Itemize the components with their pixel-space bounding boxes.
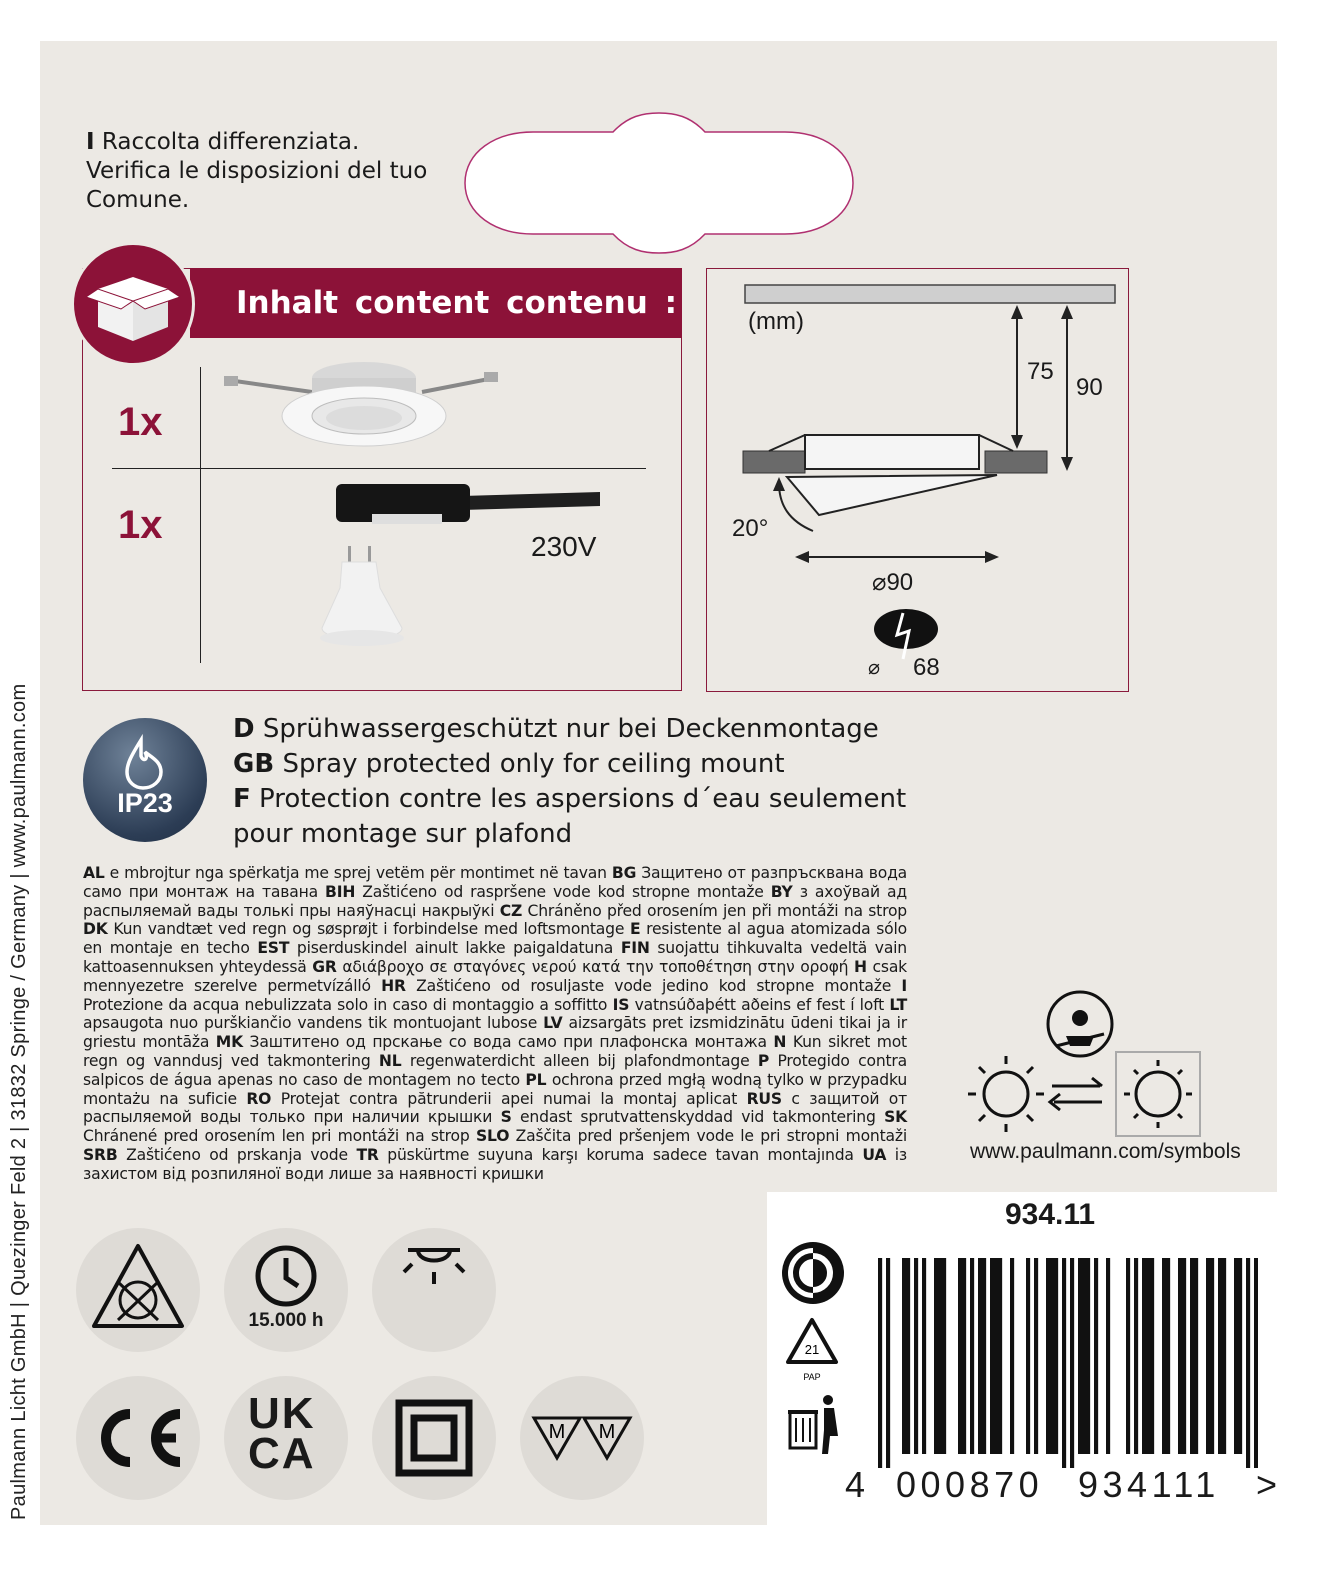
- barcode-bar: [1254, 1258, 1258, 1468]
- lamp-beam-icon: [372, 1228, 496, 1352]
- language-code: SRB: [83, 1145, 118, 1164]
- ce-mark-icon: [76, 1376, 200, 1500]
- table-divider-horizontal: [112, 468, 646, 469]
- language-code: LV: [543, 1014, 563, 1033]
- translation-text: e mbrojtur nga spërkatja me sprej vetëm për montimet në tavan: [104, 864, 612, 882]
- barcode-bar: [878, 1258, 882, 1468]
- translation-text: αδιάβροχο σε σταγόνες νερού κατά την τοποθέτηση στην οροφή: [336, 957, 855, 976]
- multilingual-warning-text: [83, 864, 907, 1184]
- language-code: SK: [884, 1108, 907, 1127]
- barcode-bar: [1194, 1258, 1198, 1454]
- spray-line-de: D Sprühwassergeschützt nur bei Deckenmontage: [233, 714, 879, 744]
- barcode-bar: [934, 1258, 938, 1454]
- translation-text: Kun sikret mot regn og vanndusj ved takmontering: [83, 1033, 907, 1070]
- box-icon: [71, 242, 195, 366]
- language-code: MK: [215, 1033, 243, 1052]
- recycling-label: PAP: [803, 1372, 821, 1382]
- gu10-socket-icon: [312, 478, 612, 658]
- translation-text: Kun vandtæt ved regn og søsprøjt i forbindelse med loftsmontage: [107, 920, 630, 939]
- tilt-label: 20°: [732, 515, 769, 542]
- green-dot-icon: [780, 1240, 846, 1306]
- mm-triangle-icon: [520, 1376, 644, 1500]
- lifetime-label: 15.000 h: [248, 1310, 324, 1331]
- translation-text: Protejat contra pătrunderii apei numai la montaj aplicat: [271, 1089, 747, 1108]
- language-code: I: [86, 129, 95, 155]
- diameter-label: ⌀90: [872, 569, 914, 596]
- translation-text: regenwaterdicht alleen bij plafondmontage: [401, 1051, 758, 1070]
- translation-text: Zaščita pred pršenjem vode le pri stropni montaži: [509, 1127, 907, 1146]
- barcode-bar: [1178, 1258, 1182, 1454]
- barcode-bar: [990, 1258, 994, 1454]
- depth-inner-label: 75: [1027, 358, 1054, 385]
- barcode-bar: [994, 1258, 998, 1454]
- translation-text: Chráněno před orosením jen při montáži na strop: [522, 901, 907, 920]
- barcode-bar: [938, 1258, 942, 1454]
- barcode-bar: [1078, 1258, 1082, 1454]
- language-code: CZ: [499, 901, 523, 920]
- barcode-bar: [1146, 1258, 1150, 1454]
- ean-left-group: 000870: [896, 1464, 1044, 1505]
- translation-text: Protezione da acqua nebulizzata solo in caso di montaggio a soffitto: [83, 995, 613, 1014]
- ean-barcode: [878, 1258, 1258, 1468]
- barcode-bar: [942, 1258, 946, 1454]
- language-code: NL: [378, 1051, 402, 1070]
- translation-text: endast sprutvattenskyddad vid takmontering: [511, 1108, 885, 1127]
- language-code: PL: [525, 1070, 547, 1089]
- barcode-bar: [1070, 1258, 1074, 1468]
- depth-total-label: 90: [1076, 374, 1103, 401]
- barcode-bar: [1162, 1258, 1166, 1454]
- language-code: BG: [611, 864, 637, 882]
- cert-lifetime: [224, 1228, 348, 1352]
- ukca-mark: UK CA: [248, 1389, 316, 1478]
- barcode-bar: [1086, 1258, 1090, 1454]
- barcode-bar: [1218, 1258, 1222, 1454]
- barcode-bar: [1106, 1258, 1110, 1454]
- language-code: HR: [381, 976, 406, 995]
- translation-text: csak mennyezetre szerelve permetvízálló: [83, 957, 908, 995]
- italian-recycling-note: [86, 128, 446, 215]
- spotlight-icon: [222, 356, 512, 456]
- recycling-text: Raccolta differenziata. Verifica le disposizioni del tuo Comune.: [86, 129, 428, 213]
- barcode-bar: [1054, 1258, 1058, 1454]
- barcode-bar: [1238, 1258, 1242, 1454]
- triangle-not-insulation-icon: [76, 1228, 200, 1352]
- language-code: BY: [770, 882, 793, 901]
- translation-text: Заштитено од прскање со вода само при плафонска монтажа: [242, 1033, 774, 1052]
- voltage-label: 230V: [531, 531, 597, 562]
- translation-text: ochrona przed mgłą wodną tylko w przypadku montażu na suficie: [83, 1070, 908, 1108]
- language-code: DK: [83, 920, 108, 939]
- ean-right-group: 934111: [1078, 1464, 1220, 1505]
- weee-bin-icon: [784, 1390, 844, 1460]
- language-code: H: [854, 957, 867, 976]
- barcode-bar: [914, 1258, 918, 1454]
- translation-text: Zaštićeno od prskanja vode: [117, 1145, 357, 1164]
- cert-furniture-mounting: [76, 1228, 200, 1352]
- barcode-bar: [922, 1258, 926, 1454]
- cert-ce: [76, 1376, 200, 1500]
- cert-ukca: [224, 1376, 348, 1500]
- cert-protection-class-2: [372, 1376, 496, 1500]
- translation-text: с защитой от распыляемой воды только при наличии крышки: [83, 1089, 907, 1127]
- table-divider-vertical: [200, 367, 201, 663]
- language-code: TR: [356, 1145, 379, 1164]
- barcode-bar: [1222, 1258, 1226, 1454]
- barcode-bar: [1094, 1258, 1098, 1454]
- spray-line-gb: GB Spray protected only for ceiling mount: [233, 749, 785, 779]
- barcode-bar: [1246, 1258, 1250, 1468]
- barcode-bar: [1046, 1258, 1050, 1454]
- language-code: RO: [246, 1089, 272, 1108]
- barcode-bar: [1150, 1258, 1154, 1454]
- barcode-bar: [1210, 1258, 1214, 1454]
- language-code: IS: [612, 995, 630, 1014]
- translation-text: з ахоўвай ад распыляемай вады толькі пры наяўнасці накрыўкі: [83, 882, 907, 920]
- cert-mm-furniture: [520, 1376, 644, 1500]
- qty-socket: 1x: [118, 503, 163, 547]
- barcode-bar: [1034, 1258, 1038, 1454]
- translation-text: Защитено от разпръсквана вода само при монтаж на тавана: [83, 864, 908, 901]
- replaceable-light-source-symbols: [966, 990, 1206, 1140]
- language-code: P: [757, 1051, 770, 1070]
- contents-title: Inhalt content contenu :: [190, 268, 682, 338]
- spray-protection-text: [233, 712, 933, 852]
- translation-text: aizsargāts pret izsmidzinātu ūdeni tikai ja ir griestu montāža: [83, 1014, 907, 1052]
- barcode-bar: [1166, 1258, 1170, 1454]
- language-code: GR: [312, 957, 337, 976]
- mm-letter-right: M: [598, 1421, 616, 1443]
- translation-text: Zaštićeno od raspršene vode kod stropne montaže: [355, 882, 771, 901]
- mm-letter-left: M: [548, 1421, 566, 1443]
- unit-label: (mm): [748, 308, 804, 335]
- cutout-label: 68: [913, 654, 940, 681]
- language-code: LT: [889, 995, 908, 1014]
- barcode-bar: [1010, 1258, 1014, 1454]
- barcode-bar: [982, 1258, 986, 1454]
- language-code: FIN: [620, 939, 650, 958]
- language-code: AL: [83, 864, 105, 882]
- label-placeholder-oval: [463, 112, 855, 254]
- ean-quiet-zone-marker: >: [1256, 1464, 1282, 1505]
- barcode-bar: [978, 1258, 982, 1454]
- spray-line-fr: F Protection contre les aspersions d´eau seulement pour montage sur plafond: [233, 784, 907, 849]
- language-code: N: [773, 1033, 787, 1052]
- article-number: 934.11: [1005, 1198, 1096, 1231]
- barcode-bar: [1126, 1258, 1130, 1454]
- barcode-bar: [886, 1258, 890, 1468]
- language-code: BIH: [325, 882, 356, 901]
- translation-text: Chránené pred orosením len pri montáži na strop: [83, 1127, 476, 1146]
- barcode-bar: [958, 1258, 962, 1454]
- ip-rating-badge: [83, 718, 207, 842]
- recycling-number: 21: [804, 1342, 820, 1357]
- cert-beam-angle: [372, 1228, 496, 1352]
- barcode-bar: [1206, 1258, 1210, 1454]
- language-code: E: [629, 920, 641, 939]
- language-code: S: [500, 1108, 512, 1127]
- translation-text: із захистом від розпиляної води лише за наявності кришки: [83, 1145, 908, 1183]
- translation-text: Zaštićeno od rosuljaste vode jedino kod stropne montaže: [405, 976, 902, 995]
- double-insulation-icon: [372, 1376, 496, 1500]
- ean-first-digit: 4: [845, 1464, 870, 1505]
- barcode-bar: [1182, 1258, 1186, 1454]
- translation-text: apsaugota nuo purškiančio vandens tik montuojant lubose: [83, 1014, 544, 1033]
- barcode-bar: [1062, 1258, 1066, 1468]
- water-drop-icon: [83, 718, 207, 842]
- barcode-bar: [1082, 1258, 1086, 1454]
- translation-text: Protegido contra salpicos de água apenas no caso de montagem no tecto: [83, 1051, 907, 1089]
- translation-text: püskürtme suyuna karşı koruma sadece tavan montajında: [378, 1145, 863, 1164]
- cutout-symbol: ⌀: [868, 657, 881, 679]
- qty-spotlight: 1x: [118, 400, 163, 444]
- recycling-triangle-icon: [782, 1314, 842, 1384]
- barcode-bar: [906, 1258, 910, 1454]
- translation-text: vatnsúðaþétt aðeins ef fest í loft: [629, 995, 890, 1014]
- barcode-bar: [1234, 1258, 1238, 1454]
- translation-text: resistente al agua atomizada sólo en montaje en techo: [83, 920, 907, 958]
- language-code: UA: [862, 1145, 887, 1164]
- translation-text: suojattu tihkuvalta vedeltä vain kattoasennuksen yhteydessä: [83, 939, 907, 976]
- manufacturer-address: Paulmann Licht GmbH | Quezinger Feld 2 | 31832 Springe / Germany | www.paulmann.com: [8, 683, 30, 1520]
- ip-rating-text: IP23: [117, 788, 173, 818]
- symbols-url: www.paulmann.com/symbols: [970, 1140, 1241, 1163]
- language-code: SLO: [475, 1127, 510, 1146]
- barcode-bar: [1142, 1258, 1146, 1454]
- translation-text: piserduskindel ainult lakke paigaldatuna: [289, 939, 621, 958]
- language-code: I: [901, 976, 907, 995]
- barcode-bar: [970, 1258, 974, 1454]
- barcode-bar: [1190, 1258, 1194, 1454]
- language-code: RUS: [746, 1089, 782, 1108]
- barcode-bar: [1026, 1258, 1030, 1454]
- language-code: EST: [257, 939, 290, 958]
- barcode-bar: [962, 1258, 966, 1454]
- barcode-bar: [1134, 1258, 1138, 1454]
- barcode-bar: [998, 1258, 1002, 1454]
- barcode-bar: [902, 1258, 906, 1454]
- clock-icon: [224, 1228, 348, 1352]
- barcode-bar: [1050, 1258, 1054, 1454]
